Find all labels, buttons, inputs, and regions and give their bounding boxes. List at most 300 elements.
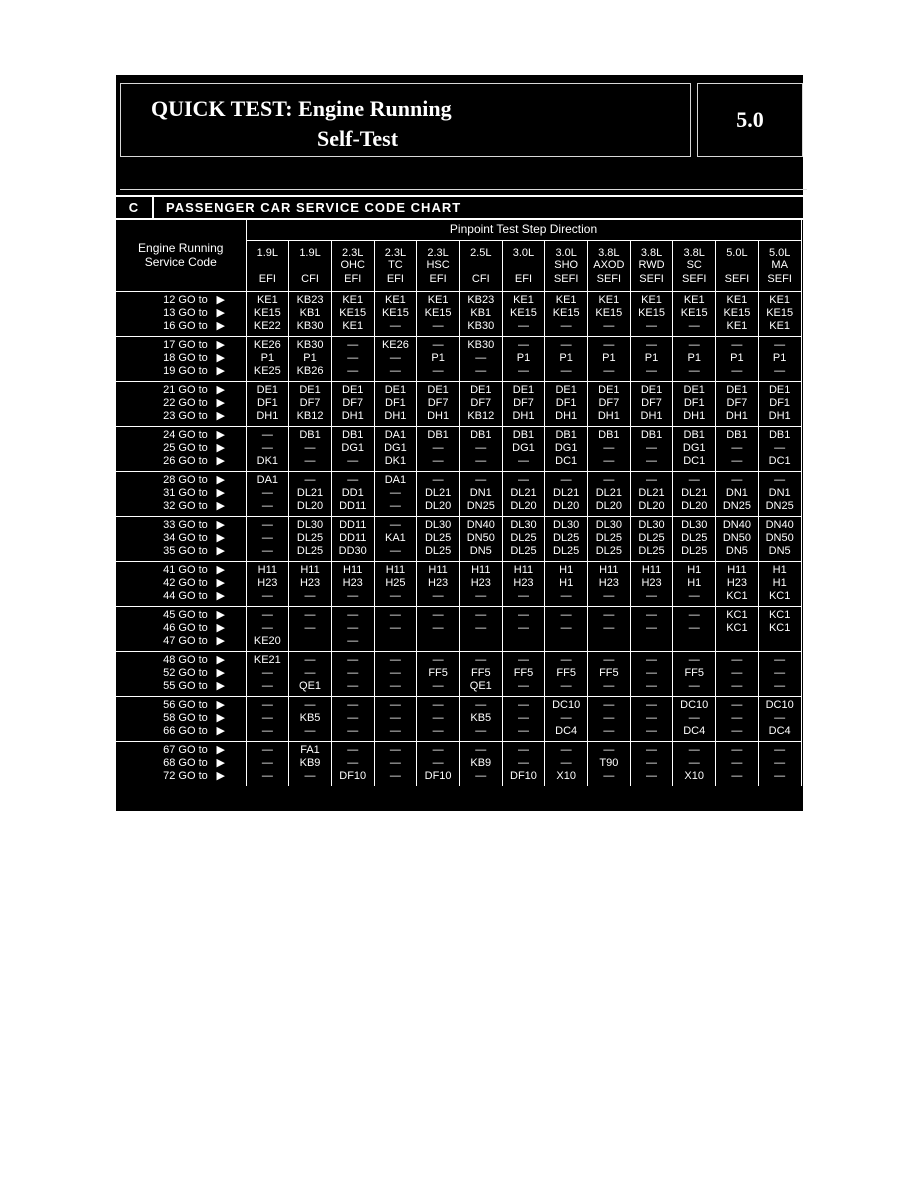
pinpoint-cell xyxy=(246,337,289,382)
pinpoint-step: DC10 xyxy=(680,699,709,711)
pinpoint-step: — xyxy=(603,442,615,454)
service-code: 66 GO to xyxy=(163,725,208,737)
service-code-cell xyxy=(116,652,246,697)
pinpoint-step: — xyxy=(475,725,487,737)
pinpoint-step: KE1 xyxy=(342,294,364,306)
pinpoint-step xyxy=(588,635,630,648)
pinpoint-cell xyxy=(673,517,716,562)
pinpoint-step: DB1 xyxy=(768,429,791,441)
pinpoint-cell xyxy=(545,607,588,652)
engine-extra: SHO xyxy=(554,259,579,271)
pinpoint-step: DF1 xyxy=(256,397,278,409)
pinpoint-step: FF5 xyxy=(513,667,534,679)
pinpoint-step: DH1 xyxy=(597,410,620,422)
pinpoint-step: — xyxy=(347,365,359,377)
pinpoint-step: — xyxy=(646,455,658,467)
pinpoint-step: — xyxy=(517,712,529,724)
pinpoint-step: — xyxy=(389,680,401,692)
pinpoint-cell xyxy=(758,382,801,427)
pinpoint-step xyxy=(759,635,801,648)
pinpoint-step xyxy=(716,635,758,648)
pinpoint-step: — xyxy=(475,442,487,454)
arrow-right-icon: ▶ xyxy=(216,365,225,377)
pinpoint-cell xyxy=(459,697,502,742)
pinpoint-cell xyxy=(417,652,460,697)
pinpoint-cell xyxy=(716,652,759,697)
pinpoint-step: KE1 xyxy=(641,294,662,306)
engine-column-header xyxy=(545,241,588,292)
pinpoint-step: T90 xyxy=(599,757,619,769)
pinpoint-step: DG1 xyxy=(682,442,706,454)
arrow-right-icon: ▶ xyxy=(216,487,225,499)
pinpoint-step: H11 xyxy=(641,564,662,576)
pinpoint-step: KE1 xyxy=(769,294,791,306)
service-code-table xyxy=(116,218,802,786)
service-code-cell xyxy=(116,742,246,787)
pinpoint-step: DE1 xyxy=(256,384,279,396)
arrow-right-icon: ▶ xyxy=(216,590,225,602)
pinpoint-step: H1 xyxy=(772,564,787,576)
pinpoint-step: — xyxy=(347,654,359,666)
pinpoint-step: — xyxy=(517,365,529,377)
service-code: 44 GO to xyxy=(163,590,208,602)
pinpoint-step: DL25 xyxy=(595,532,622,544)
service-code: 19 GO to xyxy=(163,365,208,377)
pinpoint-step: H1 xyxy=(559,564,574,576)
pinpoint-step: DC4 xyxy=(768,725,791,737)
pinpoint-step: DL30 xyxy=(424,519,452,531)
service-code: 56 GO to xyxy=(163,699,208,711)
arrow-right-icon: ▶ xyxy=(216,667,225,679)
pinpoint-step: — xyxy=(304,654,316,666)
pinpoint-step: — xyxy=(347,725,359,737)
pinpoint-step: DL30 xyxy=(595,519,622,531)
service-code-cell xyxy=(116,517,246,562)
pinpoint-step: — xyxy=(517,455,529,467)
row-header-label: Engine Running Service Code xyxy=(138,240,224,269)
pinpoint-step: — xyxy=(646,609,658,621)
pinpoint-step: — xyxy=(731,712,743,724)
pinpoint-cell xyxy=(673,607,716,652)
arrow-right-icon: ▶ xyxy=(216,352,225,364)
pinpoint-cell xyxy=(588,742,631,787)
pinpoint-step: — xyxy=(261,590,273,602)
pinpoint-cell xyxy=(374,427,417,472)
pinpoint-step: — xyxy=(774,474,786,486)
pinpoint-step: — xyxy=(517,590,529,602)
arrow-right-icon: ▶ xyxy=(216,770,225,782)
pinpoint-step: DH1 xyxy=(555,410,578,422)
pinpoint-step: DC4 xyxy=(683,725,706,737)
service-code-line xyxy=(116,577,246,590)
chart-heading xyxy=(116,195,803,220)
pinpoint-cell xyxy=(716,607,759,652)
pinpoint-step: DF10 xyxy=(510,770,537,782)
pinpoint-step: — xyxy=(261,622,273,634)
pinpoint-step: — xyxy=(261,500,273,512)
service-code: 35 GO to xyxy=(163,545,208,557)
pinpoint-cell xyxy=(289,472,332,517)
pinpoint-step: — xyxy=(517,320,529,332)
pinpoint-step: KC1 xyxy=(726,622,748,634)
pinpoint-step: DL25 xyxy=(296,532,324,544)
pinpoint-step: KE1 xyxy=(769,320,791,332)
service-code-line xyxy=(116,397,246,410)
pinpoint-step: — xyxy=(432,455,444,467)
arrow-right-icon: ▶ xyxy=(216,680,225,692)
pinpoint-step: H23 xyxy=(342,577,363,589)
pinpoint-step: FF5 xyxy=(684,667,704,679)
pinpoint-cell xyxy=(716,292,759,337)
pinpoint-step: — xyxy=(475,474,487,486)
engine-extra xyxy=(503,259,545,271)
engine-extra: MA xyxy=(771,259,788,271)
pinpoint-cell xyxy=(545,697,588,742)
pinpoint-step: P1 xyxy=(559,352,573,364)
pinpoint-step: — xyxy=(774,770,786,782)
pinpoint-step: — xyxy=(304,622,316,634)
pinpoint-step: DN50 xyxy=(466,532,495,544)
pinpoint-cell xyxy=(374,517,417,562)
pinpoint-step: H23 xyxy=(470,577,491,589)
pinpoint-step: KE1 xyxy=(427,294,449,306)
engine-column-header xyxy=(502,241,545,292)
pinpoint-cell xyxy=(758,472,801,517)
pinpoint-step: — xyxy=(475,352,487,364)
pinpoint-step: — xyxy=(304,442,316,454)
pinpoint-step: — xyxy=(304,770,316,782)
pinpoint-cell xyxy=(716,472,759,517)
service-code: 24 GO to xyxy=(163,429,208,441)
pinpoint-step: DL30 xyxy=(681,519,708,531)
pinpoint-cell xyxy=(246,607,289,652)
pinpoint-step: — xyxy=(517,699,529,711)
pinpoint-step: — xyxy=(688,654,700,666)
pinpoint-step: — xyxy=(646,680,658,692)
service-code: 47 GO to xyxy=(163,635,208,647)
arrow-right-icon: ▶ xyxy=(216,635,225,647)
pinpoint-step: DN1 xyxy=(469,487,492,499)
pinpoint-cell xyxy=(673,472,716,517)
pinpoint-step: KE15 xyxy=(552,307,580,319)
pinpoint-step: DE1 xyxy=(598,384,620,396)
pinpoint-cell xyxy=(588,517,631,562)
engine-type: CFI xyxy=(471,273,490,285)
pinpoint-step: KE21 xyxy=(253,654,281,666)
pinpoint-cell xyxy=(630,427,673,472)
pinpoint-step: — xyxy=(603,455,615,467)
pinpoint-step: — xyxy=(261,725,273,737)
engine-column-header xyxy=(331,241,374,292)
pinpoint-step: — xyxy=(646,770,658,782)
pinpoint-step: — xyxy=(731,757,743,769)
pinpoint-step: — xyxy=(389,725,401,737)
pinpoint-step: H11 xyxy=(257,564,278,576)
pinpoint-cell xyxy=(502,742,545,787)
pinpoint-step: — xyxy=(304,590,316,602)
pinpoint-step: H11 xyxy=(428,564,448,576)
engine-size: 3.8L xyxy=(598,247,620,259)
arrow-right-icon: ▶ xyxy=(216,699,225,711)
pinpoint-step: DC1 xyxy=(768,455,791,467)
pinpoint-step: — xyxy=(347,680,359,692)
service-code: 55 GO to xyxy=(163,680,208,692)
pinpoint-step: DE1 xyxy=(726,384,748,396)
pinpoint-cell xyxy=(246,562,289,607)
engine-type: SEFI xyxy=(553,273,579,285)
row-header xyxy=(116,218,246,292)
pinpoint-step: — xyxy=(560,590,572,602)
pinpoint-step: — xyxy=(774,712,786,724)
engine-column-header xyxy=(374,241,417,292)
pinpoint-cell xyxy=(502,652,545,697)
pinpoint-step: FF5 xyxy=(428,667,448,679)
pinpoint-step: — xyxy=(646,474,658,486)
pinpoint-step: — xyxy=(646,590,658,602)
pinpoint-cell xyxy=(246,742,289,787)
engine-column-header xyxy=(630,241,673,292)
pinpoint-step: — xyxy=(646,699,658,711)
pinpoint-step: — xyxy=(560,365,572,377)
pinpoint-step: DB1 xyxy=(299,429,321,441)
pinpoint-step: DF1 xyxy=(683,397,705,409)
arrow-right-icon: ▶ xyxy=(216,384,225,396)
service-code: 12 GO to xyxy=(163,294,208,306)
pinpoint-step: KE1 xyxy=(726,320,748,332)
pinpoint-step: — xyxy=(646,339,658,351)
pinpoint-cell xyxy=(588,607,631,652)
pinpoint-cell xyxy=(331,427,374,472)
pinpoint-step: DF7 xyxy=(641,397,662,409)
service-code: 17 GO to xyxy=(163,339,208,351)
arrow-right-icon: ▶ xyxy=(216,757,225,769)
pinpoint-step: — xyxy=(389,519,401,531)
pinpoint-step: — xyxy=(560,757,572,769)
pinpoint-cell xyxy=(246,517,289,562)
pinpoint-step: — xyxy=(347,667,359,679)
pinpoint-step: — xyxy=(304,455,316,467)
service-code-cell xyxy=(116,562,246,607)
pinpoint-step: — xyxy=(389,320,401,332)
pinpoint-step: — xyxy=(560,680,572,692)
service-code-line xyxy=(116,487,246,500)
service-code-cell xyxy=(116,337,246,382)
pinpoint-step: DN5 xyxy=(725,545,748,557)
pinpoint-cell xyxy=(545,292,588,337)
pinpoint-step: — xyxy=(432,744,444,756)
pinpoint-cell xyxy=(289,292,332,337)
service-code: 42 GO to xyxy=(163,577,208,589)
pinpoint-step: H11 xyxy=(471,564,491,576)
pinpoint-step: KB1 xyxy=(470,307,492,319)
engine-type: EFI xyxy=(514,273,533,285)
pinpoint-step: — xyxy=(389,545,401,557)
pinpoint-cell xyxy=(374,607,417,652)
pinpoint-step: — xyxy=(432,725,444,737)
arrow-right-icon: ▶ xyxy=(216,609,225,621)
arrow-right-icon: ▶ xyxy=(216,442,225,454)
divider xyxy=(120,189,807,190)
pinpoint-cell xyxy=(758,427,801,472)
pinpoint-cell xyxy=(331,472,374,517)
pinpoint-step: — xyxy=(475,455,487,467)
pinpoint-step: — xyxy=(261,609,273,621)
pinpoint-cell xyxy=(716,382,759,427)
pinpoint-step: — xyxy=(688,474,700,486)
pinpoint-cell xyxy=(502,427,545,472)
pinpoint-step: DE1 xyxy=(470,384,492,396)
pinpoint-step: KB23 xyxy=(296,294,324,306)
pinpoint-step: — xyxy=(560,622,572,634)
pinpoint-step: DL30 xyxy=(510,519,537,531)
pinpoint-step: DD11 xyxy=(339,532,367,544)
pinpoint-step: DE1 xyxy=(768,384,791,396)
pinpoint-cell xyxy=(459,382,502,427)
pinpoint-step: KB30 xyxy=(296,339,324,351)
service-code-cell xyxy=(116,472,246,517)
pinpoint-step: DB1 xyxy=(427,429,449,441)
pinpoint-step xyxy=(631,635,673,648)
pinpoint-step: DL20 xyxy=(424,500,452,512)
pinpoint-step: — xyxy=(774,365,786,377)
pinpoint-step: KC1 xyxy=(768,590,791,602)
engine-size: 3.8L xyxy=(683,247,705,259)
pinpoint-step: H11 xyxy=(300,564,320,576)
pinpoint-step: — xyxy=(389,487,401,499)
pinpoint-step: DB1 xyxy=(512,429,535,441)
pinpoint-step: — xyxy=(261,757,273,769)
pinpoint-cell xyxy=(673,337,716,382)
engine-column-header xyxy=(673,241,716,292)
pinpoint-step: — xyxy=(560,609,572,621)
arrow-right-icon: ▶ xyxy=(216,500,225,512)
pinpoint-step: P1 xyxy=(730,352,744,364)
pinpoint-step: H11 xyxy=(727,564,747,576)
engine-column-header xyxy=(417,241,460,292)
pinpoint-step: DL25 xyxy=(510,532,537,544)
pinpoint-step: — xyxy=(389,609,401,621)
pinpoint-cell xyxy=(417,382,460,427)
pinpoint-cell xyxy=(502,562,545,607)
pinpoint-step: P1 xyxy=(431,352,445,364)
service-code: 23 GO to xyxy=(163,410,208,422)
pinpoint-step: X10 xyxy=(684,770,704,782)
service-code: 18 GO to xyxy=(163,352,208,364)
service-code-line xyxy=(116,339,246,352)
arrow-right-icon: ▶ xyxy=(216,577,225,589)
arrow-right-icon: ▶ xyxy=(216,564,225,576)
pinpoint-step: — xyxy=(261,487,273,499)
pinpoint-step: DN5 xyxy=(469,545,492,557)
pinpoint-step: DL20 xyxy=(595,500,622,512)
pinpoint-step: DA1 xyxy=(256,474,279,486)
pinpoint-step: — xyxy=(389,590,401,602)
engine-size: 3.0L xyxy=(512,247,535,259)
pinpoint-step: — xyxy=(560,712,572,724)
pinpoint-step: — xyxy=(389,500,401,512)
pinpoint-step: — xyxy=(304,699,316,711)
service-code-line xyxy=(116,635,246,648)
pinpoint-step: KE15 xyxy=(381,307,409,319)
service-code: 16 GO to xyxy=(163,320,208,332)
pinpoint-step: — xyxy=(560,320,572,332)
pinpoint-cell xyxy=(588,562,631,607)
pinpoint-step: — xyxy=(475,622,487,634)
pinpoint-step: — xyxy=(261,532,273,544)
pinpoint-step: DL21 xyxy=(424,487,452,499)
pinpoint-step: DG1 xyxy=(554,442,578,454)
pinpoint-step: DA1 xyxy=(384,474,407,486)
service-code-cell xyxy=(116,607,246,652)
pinpoint-step: KE1 xyxy=(256,294,278,306)
pinpoint-step: — xyxy=(389,757,401,769)
pinpoint-step: — xyxy=(475,770,487,782)
pinpoint-cell xyxy=(331,562,374,607)
pinpoint-step: DN50 xyxy=(765,532,794,544)
pinpoint-step: DL21 xyxy=(595,487,622,499)
pinpoint-step: DH1 xyxy=(256,410,279,422)
service-code-line xyxy=(116,770,246,783)
service-code-cell xyxy=(116,382,246,427)
pinpoint-step: — xyxy=(731,725,743,737)
service-code: 46 GO to xyxy=(163,622,208,634)
pinpoint-step: KB23 xyxy=(467,294,495,306)
arrow-right-icon: ▶ xyxy=(216,744,225,756)
pinpoint-step: DL21 xyxy=(638,487,665,499)
pinpoint-step: — xyxy=(517,622,529,634)
pinpoint-step: — xyxy=(646,442,658,454)
pinpoint-step: H11 xyxy=(599,564,619,576)
table-row xyxy=(116,292,801,337)
pinpoint-cell xyxy=(459,562,502,607)
pinpoint-step: DE1 xyxy=(555,384,577,396)
pinpoint-step: — xyxy=(517,757,529,769)
service-code-line xyxy=(116,564,246,577)
pinpoint-cell xyxy=(246,652,289,697)
pinpoint-cell xyxy=(459,337,502,382)
pinpoint-step: — xyxy=(731,699,743,711)
pinpoint-step: — xyxy=(475,699,487,711)
service-code: 72 GO to xyxy=(163,770,208,782)
engine-extra xyxy=(289,259,331,271)
pinpoint-step: — xyxy=(432,609,444,621)
pinpoint-step: H23 xyxy=(726,577,747,589)
pinpoint-step: H1 xyxy=(687,577,702,589)
pinpoint-step: — xyxy=(432,622,444,634)
service-code-line xyxy=(116,410,246,423)
pinpoint-step: — xyxy=(347,590,359,602)
pinpoint-step: DL21 xyxy=(681,487,708,499)
service-code-line xyxy=(116,545,246,558)
pinpoint-cell xyxy=(374,292,417,337)
pinpoint-cell xyxy=(289,607,332,652)
table-row xyxy=(116,337,801,382)
service-code-line xyxy=(116,725,246,738)
engine-type: EFI xyxy=(258,273,276,285)
service-code-line xyxy=(116,384,246,397)
pinpoint-step: — xyxy=(347,339,359,351)
pinpoint-step: DF1 xyxy=(555,397,577,409)
pinpoint-cell xyxy=(630,292,673,337)
pinpoint-step: — xyxy=(432,680,444,692)
arrow-right-icon: ▶ xyxy=(216,455,225,467)
pinpoint-step: DF1 xyxy=(769,397,791,409)
pinpoint-step: — xyxy=(261,744,273,756)
pinpoint-step: — xyxy=(646,757,658,769)
pinpoint-step: — xyxy=(347,699,359,711)
pinpoint-step: DE1 xyxy=(342,384,364,396)
pinpoint-cell xyxy=(545,652,588,697)
